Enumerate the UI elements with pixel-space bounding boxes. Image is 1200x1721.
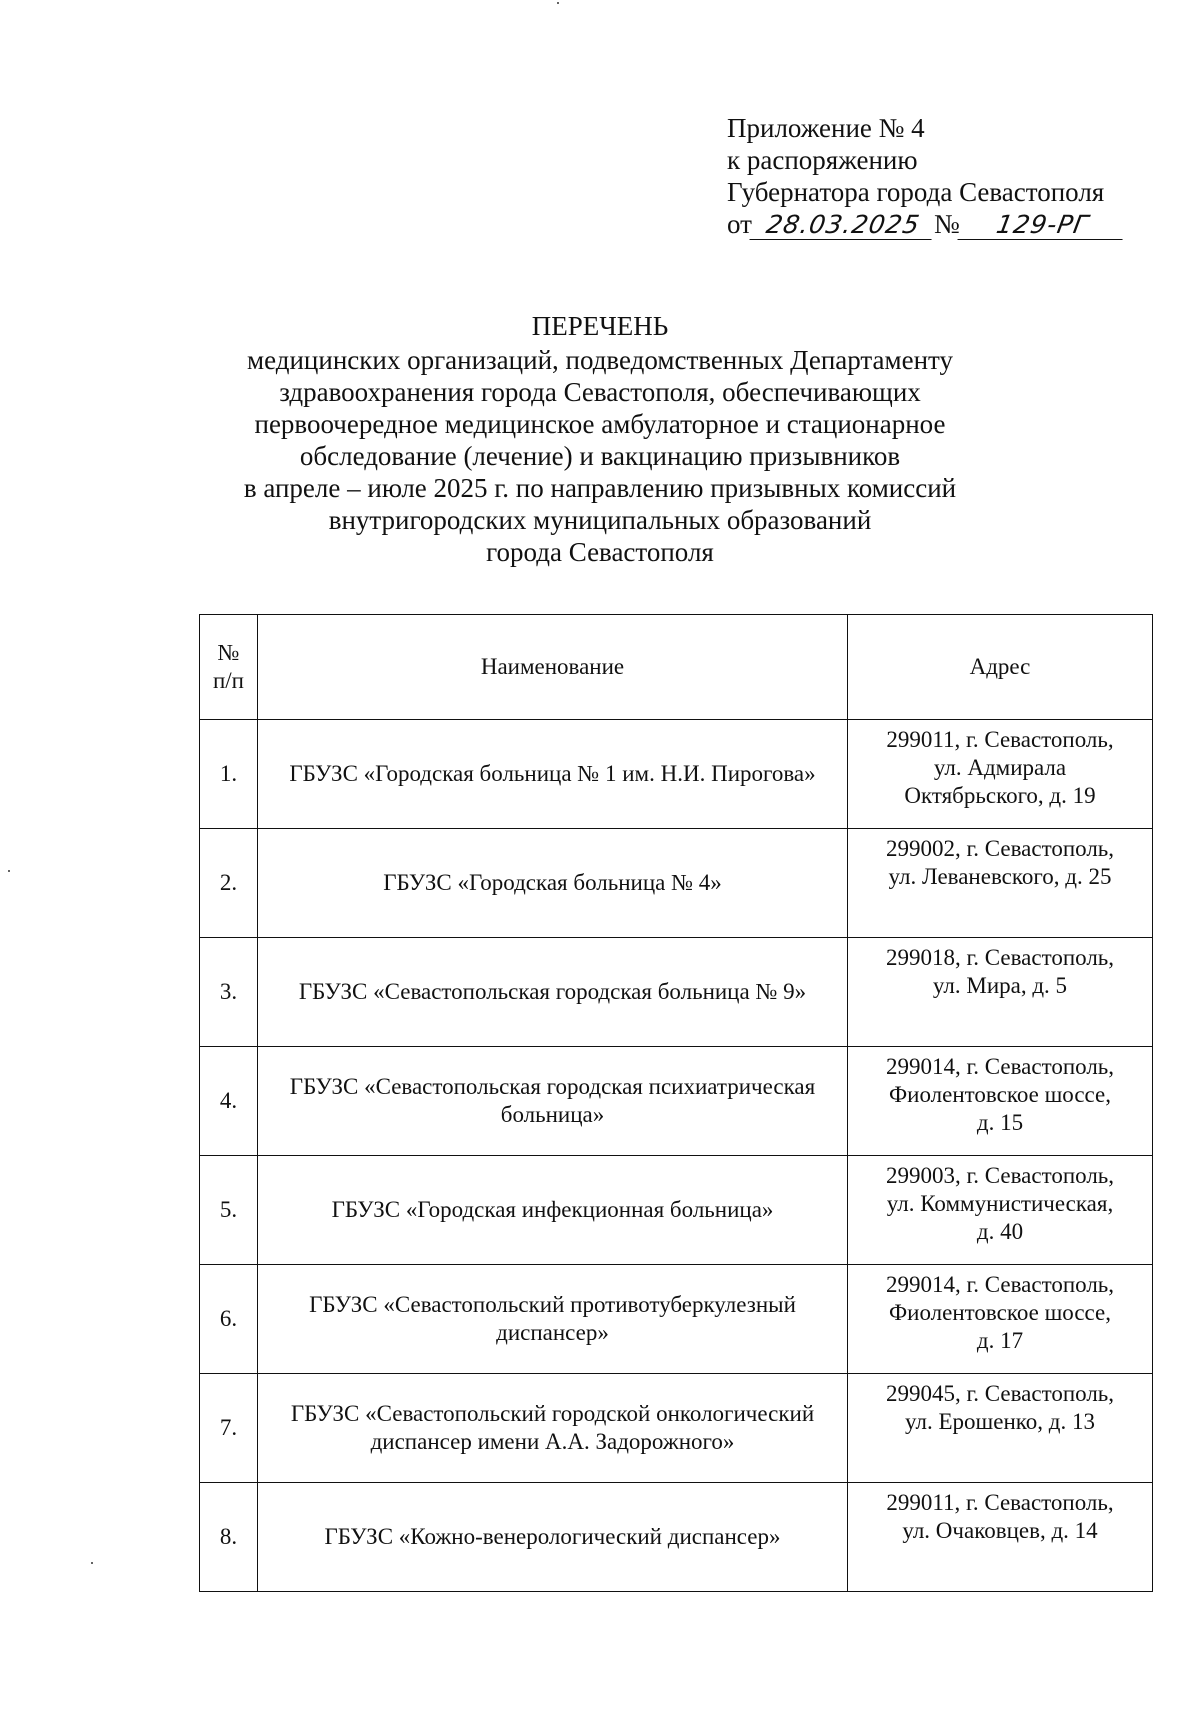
appendix-title: Приложение № 4	[727, 113, 925, 143]
organization-name-line: ГБУЗС «Севастопольская городская психиатрическая	[289, 1074, 816, 1099]
table-row	[200, 1374, 1153, 1483]
organization-address-line: Октябрьского, д. 19	[904, 783, 1096, 808]
organization-address-line: Фиолентовское шоссе,	[888, 1082, 1112, 1107]
title-line: в апреле – июле 2025 г. по направлению призывных комиссий	[243, 473, 957, 503]
organization-address-line: ул. Коммунистическая,	[886, 1191, 1114, 1216]
organization-name-line: ГБУЗС «Кожно-венерологический диспансер»	[324, 1524, 781, 1549]
organization-name-line: диспансер»	[496, 1320, 609, 1345]
header-number: № п/п	[200, 615, 258, 720]
organization-address-line: 299045, г. Севастополь,	[885, 1381, 1115, 1406]
scan-speck	[91, 1562, 93, 1564]
table-row	[200, 1265, 1153, 1374]
table-row	[200, 720, 1153, 829]
organization-name	[258, 829, 848, 938]
organization-address-line: 299014, г. Севастополь,	[885, 1054, 1115, 1079]
row-number: 7.	[200, 1374, 258, 1483]
organization-address-line: 299011, г. Севастополь,	[886, 727, 1114, 752]
header-name: Наименование	[258, 615, 848, 720]
from-label: от	[727, 209, 752, 239]
organization-address-line: 299011, г. Севастополь,	[886, 1490, 1114, 1515]
title-line: города Севастополя	[486, 537, 714, 567]
table-row	[200, 829, 1153, 938]
organization-name-line: ГБУЗС «Городская больница № 4»	[383, 870, 722, 895]
organization-name-line: ГБУЗС «Городская инфекционная больница»	[331, 1197, 774, 1222]
row-number: 4.	[200, 1047, 258, 1156]
number-label: №	[933, 209, 960, 239]
organization-address-line: ул. Мира, д. 5	[932, 973, 1068, 998]
organization-address-line: ул. Ерошенко, д. 13	[905, 1409, 1095, 1434]
organization-address	[848, 1483, 1153, 1592]
organization-name-line: диспансер имени А.А. Задорожного»	[370, 1429, 735, 1454]
organization-address-line: Фиолентовское шоссе,	[888, 1300, 1112, 1325]
row-number: 5.	[200, 1156, 258, 1265]
organization-name-line: ГБУЗС «Севастопольская городская больница № 9»	[298, 979, 807, 1004]
scan-speck	[557, 2, 559, 4]
organization-name	[258, 1483, 848, 1592]
handwritten-number: 129-РГ	[957, 211, 1127, 240]
organization-address	[848, 720, 1153, 829]
organization-name	[258, 1156, 848, 1265]
header-address: Адрес	[848, 615, 1153, 720]
organization-name-line: ГБУЗС «Севастопольский городской онкологический	[290, 1401, 815, 1426]
table-row	[200, 1156, 1153, 1265]
organization-name	[258, 1265, 848, 1374]
organization-address-line: 299014, г. Севастополь,	[885, 1272, 1115, 1297]
organization-address-line: ул. Очаковцев, д. 14	[902, 1518, 1098, 1543]
organization-name	[258, 938, 848, 1047]
organization-address-line: 299018, г. Севастополь,	[885, 945, 1115, 970]
organization-address-line: 299002, г. Севастополь,	[885, 836, 1115, 861]
row-number: 6.	[200, 1265, 258, 1374]
table-header-row	[200, 615, 1153, 720]
title-line: обследование (лечение) и вакцинацию призывников	[299, 441, 901, 471]
appendix-to-order: к распоряжению	[727, 145, 918, 175]
organization-address	[848, 1374, 1153, 1483]
organization-name-line: больница»	[500, 1102, 605, 1127]
handwritten-date: 28.03.2025	[749, 211, 936, 240]
organization-address-line: 299003, г. Севастополь,	[885, 1163, 1115, 1188]
organizations-table	[199, 614, 1153, 1592]
table-row	[200, 1047, 1153, 1156]
organization-address-line: д. 17	[976, 1328, 1024, 1353]
organization-name	[258, 1047, 848, 1156]
table-body	[200, 720, 1153, 1592]
organization-address-line: ул. Адмирала	[933, 755, 1067, 780]
appendix-date-number-line	[727, 208, 1125, 240]
appendix-governor: Губернатора города Севастополя	[727, 177, 1105, 207]
document-title	[140, 310, 1060, 568]
organization-name-line: ГБУЗС «Севастопольский противотуберкулезный	[309, 1292, 796, 1317]
title-heading: ПЕРЕЧЕНЬ	[531, 311, 669, 341]
organization-address-line: д. 15	[976, 1110, 1024, 1135]
title-line: здравоохранения города Севастополя, обеспечивающих	[279, 377, 921, 407]
organization-address	[848, 1265, 1153, 1374]
organization-name-line: ГБУЗС «Городская больница № 1 им. Н.И. Пирогова»	[289, 761, 816, 786]
organization-name	[258, 1374, 848, 1483]
organization-address	[848, 829, 1153, 938]
organization-address	[848, 938, 1153, 1047]
title-line: медицинских организаций, подведомственных Департаменту	[247, 345, 953, 375]
row-number: 1.	[200, 720, 258, 829]
row-number: 3.	[200, 938, 258, 1047]
row-number: 2.	[200, 829, 258, 938]
organization-address-line: ул. Леваневского, д. 25	[888, 864, 1112, 889]
title-line: внутригородских муниципальных образований	[328, 505, 872, 535]
appendix-block	[727, 112, 1125, 240]
organization-address	[848, 1156, 1153, 1265]
organization-address-line: д. 40	[976, 1219, 1024, 1244]
scan-speck	[8, 870, 10, 872]
row-number: 8.	[200, 1483, 258, 1592]
table-row	[200, 1483, 1153, 1592]
table-row	[200, 938, 1153, 1047]
organization-address	[848, 1047, 1153, 1156]
organization-name	[258, 720, 848, 829]
title-line: первоочередное медицинское амбулаторное и стационарное	[254, 409, 946, 439]
